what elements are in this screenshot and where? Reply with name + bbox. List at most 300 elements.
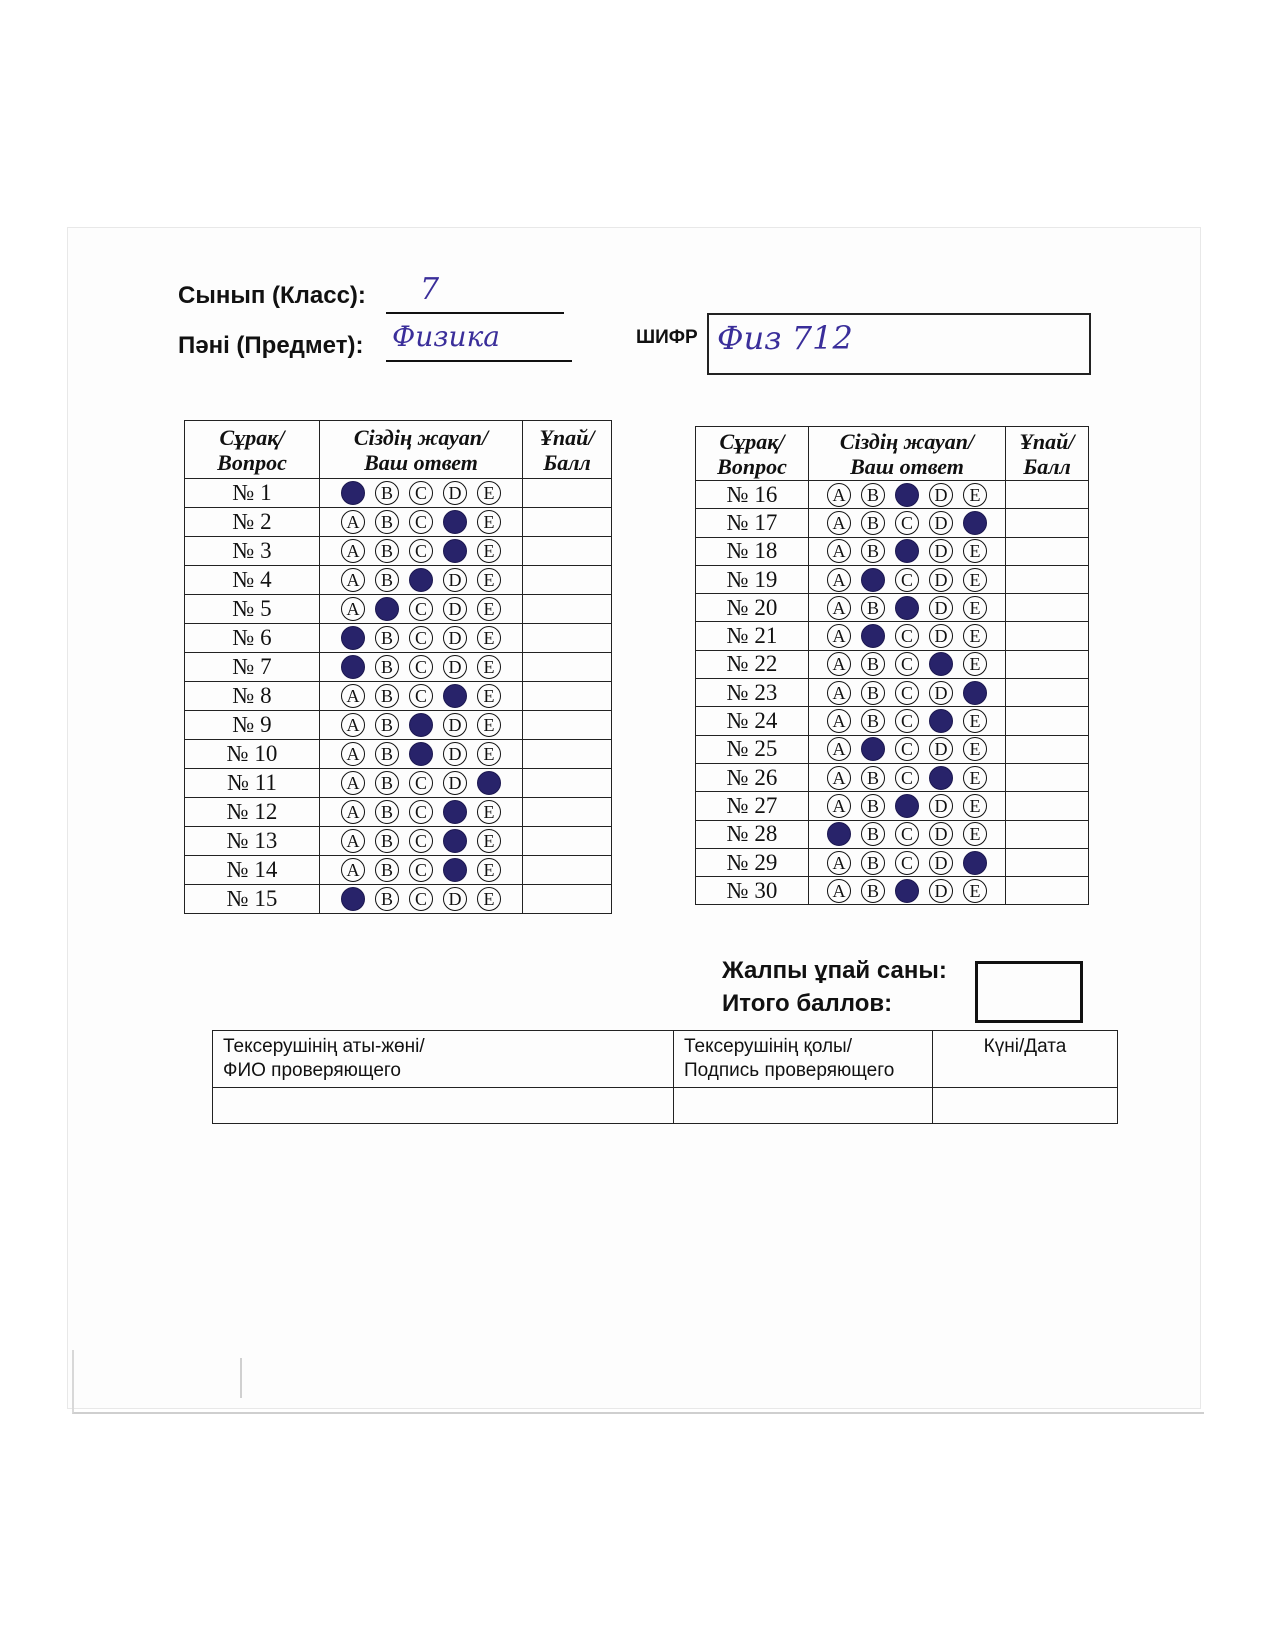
score-cell[interactable]: [1006, 679, 1089, 707]
option-bubble-e[interactable]: E: [477, 597, 501, 621]
answer-bubbles: [320, 682, 523, 711]
option-bubble-c-filled[interactable]: [895, 596, 919, 620]
question-number: № 3: [185, 537, 320, 566]
question-number: № 20: [696, 594, 809, 622]
score-header: [523, 421, 612, 479]
answer-bubbles: [809, 481, 1006, 509]
option-bubble-d[interactable]: D: [929, 681, 953, 705]
answer-bubbles: [320, 566, 523, 595]
option-bubble-e[interactable]: E: [477, 829, 501, 853]
option-bubble-b-filled[interactable]: [861, 624, 885, 648]
class-label: Сынып (Класс):: [178, 282, 366, 309]
option-bubble-d-filled[interactable]: [443, 684, 467, 708]
answer-row: [696, 565, 1089, 593]
question-number: № 5: [185, 595, 320, 624]
answer-row: [185, 740, 612, 769]
score-cell[interactable]: [523, 711, 612, 740]
date-header: [933, 1031, 1118, 1088]
option-bubble-b[interactable]: B: [861, 511, 885, 535]
answer-bubbles: [809, 537, 1006, 565]
score-cell[interactable]: [1006, 509, 1089, 537]
option-bubble-c[interactable]: C: [895, 709, 919, 733]
answer-bubbles: [320, 856, 523, 885]
reviewer-signature-field[interactable]: [674, 1088, 933, 1124]
answer-row: [185, 769, 612, 798]
option-bubble-a[interactable]: A: [827, 709, 851, 733]
question-number: № 12: [185, 798, 320, 827]
question-number: № 8: [185, 682, 320, 711]
total-label-ru: Итого баллов:: [722, 990, 893, 1017]
option-bubble-a[interactable]: A: [341, 510, 365, 534]
answer-header: [809, 427, 1006, 481]
option-bubble-d[interactable]: D: [929, 483, 953, 507]
option-bubble-c-filled[interactable]: [895, 539, 919, 563]
score-cell[interactable]: [1006, 877, 1089, 905]
option-bubble-b[interactable]: B: [861, 652, 885, 676]
option-bubble-d[interactable]: D: [443, 887, 467, 911]
score-cell[interactable]: [523, 885, 612, 914]
score-cell[interactable]: [523, 682, 612, 711]
option-bubble-e[interactable]: E: [477, 655, 501, 679]
answer-header: [320, 421, 523, 479]
answer-bubbles: [809, 848, 1006, 876]
option-bubble-c[interactable]: C: [409, 597, 433, 621]
answer-row: [185, 827, 612, 856]
option-bubble-a[interactable]: A: [827, 539, 851, 563]
option-bubble-d[interactable]: D: [929, 737, 953, 761]
answer-row: [696, 622, 1089, 650]
option-bubble-e[interactable]: E: [963, 539, 987, 563]
option-bubble-c-filled[interactable]: [409, 713, 433, 737]
option-bubble-a[interactable]: A: [341, 829, 365, 853]
answer-bubbles: [320, 769, 523, 798]
answer-bubbles: [809, 679, 1006, 707]
option-bubble-e[interactable]: E: [477, 539, 501, 563]
option-bubble-e[interactable]: E: [477, 742, 501, 766]
option-bubble-b[interactable]: B: [861, 851, 885, 875]
question-number: № 24: [696, 707, 809, 735]
question-header-line1: Сұрақ/: [719, 428, 785, 454]
option-bubble-c[interactable]: C: [409, 771, 433, 795]
question-number: № 28: [696, 820, 809, 848]
answer-bubbles: [320, 595, 523, 624]
option-bubble-e[interactable]: E: [963, 709, 987, 733]
option-bubble-b[interactable]: B: [375, 771, 399, 795]
answer-table-left: [184, 420, 612, 914]
answer-bubbles: [320, 711, 523, 740]
option-bubble-e[interactable]: E: [963, 794, 987, 818]
option-bubble-b[interactable]: B: [375, 829, 399, 853]
question-number: № 16: [696, 481, 809, 509]
option-bubble-a-filled[interactable]: [341, 626, 365, 650]
option-bubble-a[interactable]: A: [341, 771, 365, 795]
option-bubble-d-filled[interactable]: [929, 709, 953, 733]
option-bubble-a[interactable]: A: [827, 652, 851, 676]
score-cell[interactable]: [523, 769, 612, 798]
question-number: № 26: [696, 763, 809, 791]
option-bubble-d-filled[interactable]: [443, 858, 467, 882]
option-bubble-b[interactable]: B: [375, 568, 399, 592]
answer-row: [696, 820, 1089, 848]
option-bubble-a[interactable]: A: [341, 858, 365, 882]
subject-value[interactable]: Физика: [392, 320, 500, 353]
question-number: № 10: [185, 740, 320, 769]
option-bubble-d[interactable]: D: [443, 713, 467, 737]
question-number: № 15: [185, 885, 320, 914]
option-bubble-d[interactable]: D: [443, 568, 467, 592]
score-header-line2: Балл: [1023, 453, 1071, 479]
option-bubble-a[interactable]: A: [827, 879, 851, 903]
option-bubble-c[interactable]: C: [409, 510, 433, 534]
option-bubble-e[interactable]: E: [963, 766, 987, 790]
answer-table-right: [695, 426, 1089, 905]
score-cell[interactable]: [523, 740, 612, 769]
score-cell[interactable]: [523, 624, 612, 653]
option-bubble-d-filled[interactable]: [929, 652, 953, 676]
option-bubble-b[interactable]: B: [861, 483, 885, 507]
option-bubble-a[interactable]: A: [341, 713, 365, 737]
option-bubble-d[interactable]: D: [929, 596, 953, 620]
answer-row: [185, 595, 612, 624]
option-bubble-c[interactable]: C: [895, 652, 919, 676]
option-bubble-b[interactable]: B: [375, 887, 399, 911]
reviewer-name-label-1: Тексерушінің аты-жөні/: [223, 1036, 425, 1057]
answer-bubbles: [809, 792, 1006, 820]
option-bubble-c[interactable]: C: [409, 684, 433, 708]
score-cell[interactable]: [523, 798, 612, 827]
option-bubble-b[interactable]: B: [375, 742, 399, 766]
class-underline: [386, 312, 564, 314]
question-number: № 2: [185, 508, 320, 537]
score-cell[interactable]: [523, 508, 612, 537]
answer-row: [696, 594, 1089, 622]
option-bubble-c[interactable]: C: [409, 481, 433, 505]
reviewer-name-label-2: ФИО проверяющего: [223, 1060, 401, 1081]
option-bubble-a[interactable]: A: [827, 851, 851, 875]
option-bubble-d[interactable]: D: [929, 879, 953, 903]
date-field[interactable]: [933, 1088, 1118, 1124]
option-bubble-b[interactable]: B: [861, 681, 885, 705]
option-bubble-e[interactable]: E: [963, 483, 987, 507]
score-header-line1: Ұпай/: [539, 424, 595, 450]
score-cell[interactable]: [1006, 792, 1089, 820]
option-bubble-e[interactable]: E: [963, 652, 987, 676]
total-label-kz: Жалпы ұпай саны:: [722, 957, 947, 984]
question-number: № 30: [696, 877, 809, 905]
option-bubble-a[interactable]: A: [341, 539, 365, 563]
answer-row: [185, 885, 612, 914]
score-header-line2: Балл: [543, 449, 591, 475]
score-cell[interactable]: [1006, 622, 1089, 650]
option-bubble-d[interactable]: D: [929, 511, 953, 535]
option-bubble-e[interactable]: E: [477, 684, 501, 708]
question-number: № 1: [185, 479, 320, 508]
reviewer-name-field[interactable]: [213, 1088, 674, 1124]
score-cell[interactable]: [523, 653, 612, 682]
option-bubble-c-filled[interactable]: [895, 483, 919, 507]
option-bubble-e-filled[interactable]: [477, 771, 501, 795]
option-bubble-b-filled[interactable]: [861, 568, 885, 592]
option-bubble-b[interactable]: B: [375, 626, 399, 650]
score-cell[interactable]: [1006, 707, 1089, 735]
answer-bubbles: [809, 735, 1006, 763]
option-bubble-b[interactable]: B: [375, 713, 399, 737]
answer-row: [696, 877, 1089, 905]
answer-row: [185, 682, 612, 711]
answer-bubbles: [320, 479, 523, 508]
reviewer-signature-header: [674, 1031, 933, 1088]
option-bubble-e[interactable]: E: [963, 879, 987, 903]
score-cell[interactable]: [1006, 848, 1089, 876]
option-bubble-b-filled[interactable]: [861, 737, 885, 761]
option-bubble-e-filled[interactable]: [963, 511, 987, 535]
option-bubble-d[interactable]: D: [443, 481, 467, 505]
answer-rows-left: [185, 479, 612, 914]
option-bubble-a[interactable]: A: [827, 681, 851, 705]
option-bubble-c[interactable]: C: [895, 681, 919, 705]
score-cell[interactable]: [1006, 481, 1089, 509]
question-number: № 18: [696, 537, 809, 565]
option-bubble-c[interactable]: C: [409, 800, 433, 824]
option-bubble-a[interactable]: A: [341, 568, 365, 592]
option-bubble-e[interactable]: E: [477, 568, 501, 592]
option-bubble-c[interactable]: C: [409, 829, 433, 853]
score-cell[interactable]: [523, 595, 612, 624]
answer-row: [696, 848, 1089, 876]
option-bubble-a[interactable]: A: [827, 794, 851, 818]
option-bubble-d[interactable]: D: [929, 624, 953, 648]
class-value[interactable]: 7: [420, 272, 440, 307]
option-bubble-e[interactable]: E: [963, 737, 987, 761]
answer-row: [185, 711, 612, 740]
question-number: № 27: [696, 792, 809, 820]
answer-row: [696, 735, 1089, 763]
option-bubble-b[interactable]: B: [861, 822, 885, 846]
score-cell[interactable]: [523, 479, 612, 508]
question-number: № 6: [185, 624, 320, 653]
option-bubble-d[interactable]: D: [929, 851, 953, 875]
code-label: ШИФР: [636, 327, 698, 348]
answer-bubbles: [809, 594, 1006, 622]
question-header: [696, 427, 809, 481]
option-bubble-e-filled[interactable]: [963, 681, 987, 705]
option-bubble-c-filled[interactable]: [409, 568, 433, 592]
option-bubble-a-filled[interactable]: [827, 822, 851, 846]
answer-row: [185, 566, 612, 595]
option-bubble-d[interactable]: D: [443, 771, 467, 795]
option-bubble-b[interactable]: B: [861, 709, 885, 733]
option-bubble-b[interactable]: B: [375, 481, 399, 505]
option-bubble-e[interactable]: E: [963, 596, 987, 620]
question-number: № 9: [185, 711, 320, 740]
option-bubble-d-filled[interactable]: [929, 766, 953, 790]
option-bubble-c[interactable]: C: [895, 737, 919, 761]
code-field[interactable]: [707, 313, 1091, 375]
score-cell[interactable]: [1006, 565, 1089, 593]
answer-bubbles: [320, 798, 523, 827]
option-bubble-d[interactable]: D: [443, 626, 467, 650]
reviewer-table: [212, 1030, 1118, 1124]
option-bubble-a[interactable]: A: [341, 742, 365, 766]
question-number: № 25: [696, 735, 809, 763]
subject-underline: [386, 360, 572, 362]
answer-row: [696, 650, 1089, 678]
option-bubble-c[interactable]: C: [895, 766, 919, 790]
answer-bubbles: [320, 653, 523, 682]
option-bubble-b-filled[interactable]: [375, 597, 399, 621]
option-bubble-b[interactable]: B: [861, 794, 885, 818]
answer-bubbles: [320, 624, 523, 653]
option-bubble-d[interactable]: D: [929, 568, 953, 592]
option-bubble-c[interactable]: C: [895, 568, 919, 592]
code-value: Физ 712: [717, 319, 853, 357]
option-bubble-d-filled[interactable]: [443, 800, 467, 824]
question-header: [185, 421, 320, 479]
answer-row: [696, 537, 1089, 565]
question-number: № 23: [696, 679, 809, 707]
option-bubble-e-filled[interactable]: [963, 851, 987, 875]
option-bubble-e[interactable]: E: [963, 822, 987, 846]
option-bubble-e[interactable]: E: [477, 800, 501, 824]
option-bubble-c[interactable]: C: [895, 624, 919, 648]
answer-row: [185, 624, 612, 653]
score-header-line1: Ұпай/: [1019, 428, 1075, 454]
option-bubble-a[interactable]: A: [827, 624, 851, 648]
option-bubble-a[interactable]: A: [827, 568, 851, 592]
option-bubble-e[interactable]: E: [477, 510, 501, 534]
option-bubble-a[interactable]: A: [341, 684, 365, 708]
option-bubble-c[interactable]: C: [895, 822, 919, 846]
option-bubble-a[interactable]: A: [341, 597, 365, 621]
option-bubble-a[interactable]: A: [827, 483, 851, 507]
answer-bubbles: [320, 740, 523, 769]
option-bubble-b[interactable]: B: [861, 766, 885, 790]
option-bubble-a[interactable]: A: [341, 800, 365, 824]
option-bubble-d-filled[interactable]: [443, 829, 467, 853]
option-bubble-c[interactable]: C: [895, 511, 919, 535]
answer-row: [185, 508, 612, 537]
question-header-line2: Вопрос: [217, 449, 287, 475]
answer-row: [696, 509, 1089, 537]
answer-bubbles: [809, 622, 1006, 650]
answer-row: [696, 763, 1089, 791]
score-cell[interactable]: [1006, 537, 1089, 565]
question-number: № 19: [696, 565, 809, 593]
option-bubble-c[interactable]: C: [409, 539, 433, 563]
score-cell[interactable]: [523, 566, 612, 595]
option-bubble-d[interactable]: D: [929, 822, 953, 846]
option-bubble-c[interactable]: C: [409, 858, 433, 882]
option-bubble-d[interactable]: D: [443, 655, 467, 679]
score-cell[interactable]: [1006, 820, 1089, 848]
option-bubble-d[interactable]: D: [443, 597, 467, 621]
question-number: № 17: [696, 509, 809, 537]
score-cell[interactable]: [1006, 763, 1089, 791]
option-bubble-c-filled[interactable]: [409, 742, 433, 766]
score-cell[interactable]: [523, 856, 612, 885]
option-bubble-d-filled[interactable]: [443, 539, 467, 563]
option-bubble-b[interactable]: B: [375, 539, 399, 563]
option-bubble-d[interactable]: D: [929, 794, 953, 818]
option-bubble-e[interactable]: E: [477, 626, 501, 650]
answer-row: [185, 479, 612, 508]
question-number: № 13: [185, 827, 320, 856]
option-bubble-c[interactable]: C: [409, 626, 433, 650]
option-bubble-a-filled[interactable]: [341, 887, 365, 911]
answer-bubbles: [320, 537, 523, 566]
reviewer-name-header: [213, 1031, 674, 1088]
answer-row: [696, 679, 1089, 707]
option-bubble-d-filled[interactable]: [443, 510, 467, 534]
option-bubble-a-filled[interactable]: [341, 655, 365, 679]
answer-bubbles: [809, 650, 1006, 678]
answer-row: [696, 481, 1089, 509]
answer-bubbles: [809, 877, 1006, 905]
answer-bubbles: [320, 885, 523, 914]
option-bubble-b[interactable]: B: [861, 879, 885, 903]
option-bubble-e[interactable]: E: [963, 624, 987, 648]
option-bubble-b[interactable]: B: [861, 539, 885, 563]
answer-row: [185, 653, 612, 682]
option-bubble-a[interactable]: A: [827, 737, 851, 761]
reviewer-signature-label-2: Подпись проверяющего: [684, 1060, 895, 1081]
option-bubble-c-filled[interactable]: [895, 794, 919, 818]
answer-bubbles: [320, 827, 523, 856]
option-bubble-e[interactable]: E: [477, 713, 501, 737]
answer-header-line1: Сіздің жауап/: [839, 428, 975, 454]
answer-bubbles: [809, 707, 1006, 735]
option-bubble-c[interactable]: C: [409, 655, 433, 679]
option-bubble-b[interactable]: B: [375, 684, 399, 708]
option-bubble-c-filled[interactable]: [895, 879, 919, 903]
option-bubble-b[interactable]: B: [861, 596, 885, 620]
score-cell[interactable]: [523, 537, 612, 566]
answer-row: [696, 707, 1089, 735]
score-cell[interactable]: [1006, 594, 1089, 622]
option-bubble-d[interactable]: D: [443, 742, 467, 766]
answer-row: [696, 792, 1089, 820]
answer-header-line2: Ваш ответ: [364, 449, 478, 475]
option-bubble-e[interactable]: E: [477, 887, 501, 911]
question-number: № 7: [185, 653, 320, 682]
option-bubble-b[interactable]: B: [375, 655, 399, 679]
option-bubble-b[interactable]: B: [375, 510, 399, 534]
option-bubble-d[interactable]: D: [929, 539, 953, 563]
total-score-field[interactable]: [975, 961, 1083, 1023]
question-number: № 22: [696, 650, 809, 678]
option-bubble-e[interactable]: E: [477, 858, 501, 882]
option-bubble-b[interactable]: B: [375, 858, 399, 882]
answer-bubbles: [809, 509, 1006, 537]
answer-bubbles: [809, 763, 1006, 791]
score-cell[interactable]: [1006, 650, 1089, 678]
score-cell[interactable]: [1006, 735, 1089, 763]
option-bubble-a[interactable]: A: [827, 766, 851, 790]
option-bubble-a[interactable]: A: [827, 596, 851, 620]
answer-bubbles: [809, 565, 1006, 593]
option-bubble-b[interactable]: B: [375, 800, 399, 824]
option-bubble-a-filled[interactable]: [341, 481, 365, 505]
score-cell[interactable]: [523, 827, 612, 856]
option-bubble-e[interactable]: E: [963, 568, 987, 592]
option-bubble-a[interactable]: A: [827, 511, 851, 535]
option-bubble-e[interactable]: E: [477, 481, 501, 505]
option-bubble-c[interactable]: C: [895, 851, 919, 875]
question-number: № 21: [696, 622, 809, 650]
answer-row: [185, 537, 612, 566]
option-bubble-c[interactable]: C: [409, 887, 433, 911]
answer-rows-right: [696, 481, 1089, 905]
